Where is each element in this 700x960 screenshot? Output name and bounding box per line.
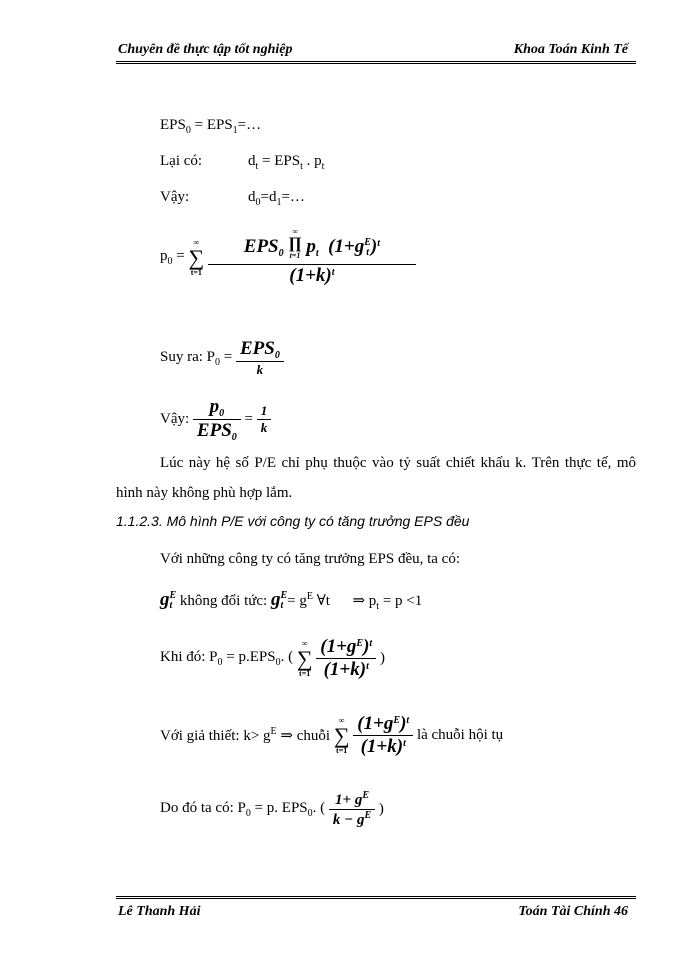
sum-symbol: ∞ ∑ t=1	[188, 237, 205, 277]
dividend-formula: $d_t = EPS_t$ . $p_t$	[248, 153, 325, 172]
section-heading: 1.1.2.3. Mô hình P/E với công ty có tăng trưởng EPS đều	[116, 513, 470, 529]
eps-equal-line: $EPS_0$ = $EPS_1=\dots$	[160, 117, 262, 136]
footer-right: Toán Tài Chính 46	[518, 904, 628, 919]
one-over-k-fraction: $\frac{1}{k}$	[257, 403, 272, 436]
constant-growth-line: g E t không đổi tức: g E t = $g^E$ ∀t ⇒ $p_t = p <1$	[160, 589, 423, 612]
dividend-equal-line: $d_0=d_1=\dots$	[248, 189, 305, 208]
p0-over-eps0-fraction: $\frac{p_0}{EPS_0}$	[193, 396, 241, 443]
footer-left: Lê Thanh Hải	[118, 904, 201, 919]
header-rule	[116, 61, 636, 62]
footer-rule-double	[116, 898, 636, 899]
series-fraction: $\frac{(1+g^E)^t}{(1+k)^t}$	[353, 713, 413, 758]
footer-rule	[116, 896, 636, 897]
gia-thiet-formula: Với giả thiết: $k> g^E$ ⇒ chuỗi ∞ ∑ t=1 $\frac{(1+g^E)^t}{(1+k)^t}$ là chuỗi hội tụ	[160, 713, 504, 757]
eps-over-k-fraction: $\frac{EPS_0}{k}$	[236, 338, 284, 378]
pe-paragraph: Lúc này hệ số P/E chỉ phụ thuộc vào tỷ suất chiết khấu k. Trên thực tế, mô hình này không phù hợp lắm.	[116, 455, 636, 501]
sum-symbol-2: ∞ ∑ t=1	[296, 638, 313, 678]
final-fraction: $\frac{1+ g^E}{k - g^E}$	[329, 790, 375, 829]
header-left: Chuyên đề thực tập tốt nghiệp	[118, 42, 293, 57]
vay-label-1: Vậy:	[160, 189, 190, 205]
do-do-formula: Do đó ta có: $P_0 = p$. $EPS_0$. ( $\frac{1+ g^E}{k - g^E}$ )	[160, 790, 384, 828]
suy-ra-formula: Suy ra: $P_0$ = $\frac{EPS_0}{k}$	[160, 338, 284, 378]
sum-symbol-3: ∞ ∑ t=1	[333, 715, 350, 755]
lai-co-label: Lại có:	[160, 153, 203, 169]
header-right: Khoa Toán Kinh Tế	[513, 42, 628, 57]
with-companies-line: Với những công ty có tăng trưởng EPS đều, ta có:	[160, 551, 460, 567]
khi-do-formula: Khi đó: $P_0 = p.EPS_0$. ( ∞ ∑ t=1 $\frac{(1+g^E)^t}{(1+k)^t}$ )	[160, 636, 385, 680]
growth-fraction: $\frac{(1+g^E)^t}{(1+k)^t}$	[316, 636, 376, 681]
p0-sum-formula: $p_0$ = ∞ ∑ t=1 $EPS_0$ ∞ ∏ t=1 $p_t$ (1+g E t )$^t$ $(1+k)^t$	[160, 228, 416, 287]
pe-ratio-formula: Vậy: $\frac{p_0}{EPS_0}$ = $\frac{1}{k}$	[160, 396, 271, 443]
p0-fraction: $EPS_0$ ∞ ∏ t=1 $p_t$ (1+g E t )$^t$ $(1+k)^t$	[208, 228, 416, 287]
header-rule-double	[116, 63, 636, 64]
